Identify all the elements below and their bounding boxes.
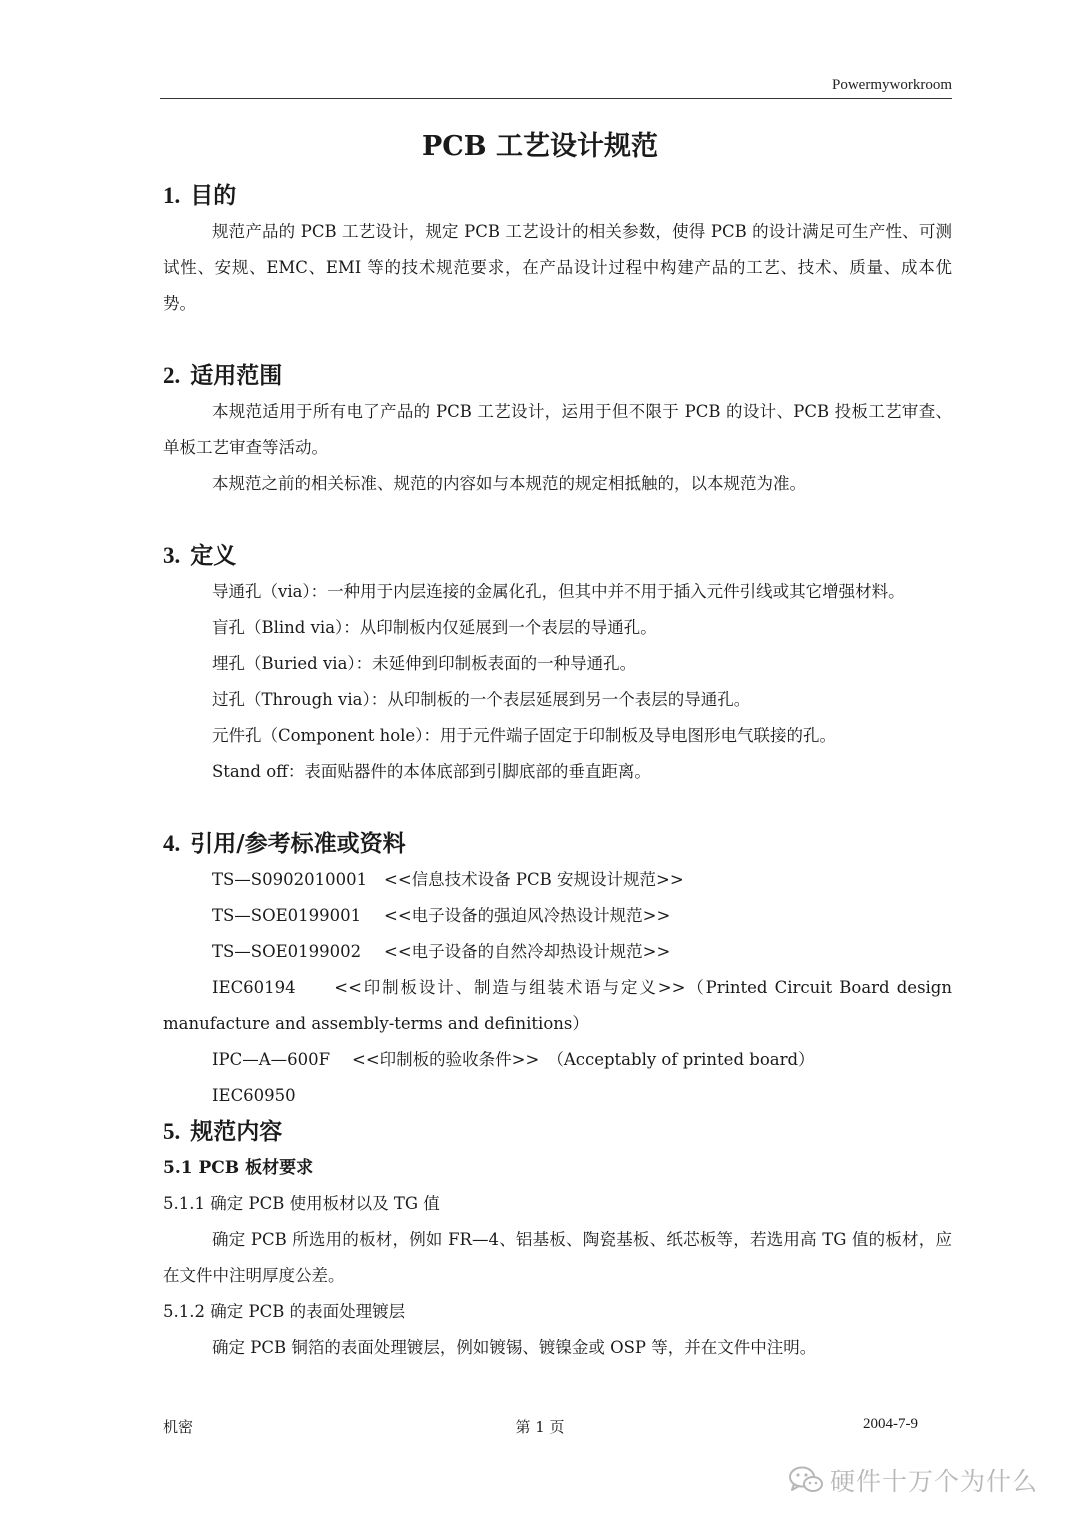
section-number: 2. <box>163 363 181 388</box>
section-number: 1. <box>163 183 181 208</box>
section-2-paragraph-2: 本规范之前的相关标准、规范的内容如与本规范的规定相抵触的，以本规范为准。 <box>212 474 806 493</box>
reference-name: <<信息技术设备 PCB 安规设计规范>> <box>384 870 684 889</box>
definition-item: 埋孔（Buried via）：未延伸到印制板表面的一种导通孔。 <box>212 654 637 673</box>
reference-code: IPC—A—600F <box>212 1050 331 1069</box>
section-title: 引用/参考标准或资料 <box>190 830 406 857</box>
reference-item <box>212 1042 952 1078</box>
watermark-text: 硬件十万个为什么 <box>830 1467 1039 1496</box>
section-1-paragraph: 规范产品的 PCB 工艺设计，规定 PCB 工艺设计的相关参数，使得 PCB 的设计满足可生产性、可测试性、安规、EMC、EMI 等的技术规范要求，在产品设计过程中构建产品的工艺、技术、质量、成本优势。 <box>163 222 952 313</box>
reference-name: <<电子设备的自然冷却热设计规范>> <box>384 942 671 961</box>
definition-item: 元件孔（Component hole）：用于元件端子固定于印制板及导电图形电气联接的孔。 <box>212 726 836 745</box>
reference-name: <<印制板的验收条件>> <box>352 1050 540 1069</box>
header-text: Powermyworkroom <box>832 77 952 93</box>
definition-item: 过孔（Through via）：从印制板的一个表层延展到另一个表层的导通孔。 <box>212 690 751 709</box>
definition-item: Stand off：表面贴器件的本体底部到引脚底部的垂直距离。 <box>212 762 651 781</box>
wechat-icon <box>788 1465 824 1495</box>
subsubsection-heading: 5.1.2 确定 PCB 的表面处理镀层 <box>163 1302 406 1321</box>
definition-item: 盲孔（Blind via）：从印制板内仅延展到一个表层的导通孔。 <box>212 618 657 637</box>
section-2-paragraph-1: 本规范适用于所有电了产品的 PCB 工艺设计，运用于但不限于 PCB 的设计、PCB 投板工艺审查、单板工艺审查等活动。 <box>163 402 952 457</box>
section-title: 定义 <box>190 542 237 569</box>
reference-item <box>212 862 952 898</box>
page-title: PCB 工艺设计规范 <box>421 131 658 162</box>
reference-code: TS—SOE0199001 <box>212 906 362 925</box>
reference-note: （Acceptably of printed board） <box>547 1050 815 1069</box>
section-1-heading <box>163 178 952 214</box>
reference-item <box>212 898 952 934</box>
document-body <box>163 178 952 1366</box>
subsection-paragraph: 确定 PCB 所选用的板材，例如 FR—4、铝基板、陶瓷基板、纸芯板等，若选用高 TG 值的板材，应在文件中注明厚度公差。 <box>163 1230 952 1285</box>
section-2-heading <box>163 358 952 394</box>
subsection-paragraph: 确定 PCB 铜箔的表面处理镀层，例如镀锡、镀镍金或 OSP 等，并在文件中注明。 <box>212 1338 817 1357</box>
footer-confidential: 机密 <box>163 1418 194 1436</box>
section-4-heading <box>163 826 952 862</box>
section-title: 目的 <box>190 182 237 209</box>
reference-code: TS—SOE0199002 <box>212 942 362 961</box>
section-title: 适用范围 <box>190 362 283 389</box>
reference-item-iec60194: IEC60194 <<印制板设计、制造与组装术语与定义>>（Printed Circuit Board design manufacture and assembly-terms and definitions） <box>163 978 952 1033</box>
header-rule <box>160 98 952 99</box>
footer-page-number: 第 1 页 <box>515 1418 565 1436</box>
section-number: 4. <box>163 831 181 856</box>
subsection-heading: 5.1 PCB 板材要求 <box>163 1158 314 1178</box>
section-number: 5. <box>163 1119 181 1144</box>
section-title: 规范内容 <box>190 1118 283 1145</box>
watermark <box>788 1460 1038 1500</box>
reference-item: IEC60950 <box>212 1086 296 1105</box>
section-3-heading <box>163 538 952 574</box>
definition-item: 导通孔（via）：一种用于内层连接的金属化孔，但其中并不用于插入元件引线或其它增强材料。 <box>212 582 905 601</box>
reference-item <box>212 934 952 970</box>
section-number: 3. <box>163 543 181 568</box>
footer-date: 2004-7-9 <box>863 1416 918 1432</box>
reference-name: <<电子设备的强迫风冷热设计规范>> <box>384 906 671 925</box>
subsubsection-heading: 5.1.1 确定 PCB 使用板材以及 TG 值 <box>163 1194 440 1213</box>
reference-code: TS—S0902010001 <box>212 870 368 889</box>
section-5-heading <box>163 1114 952 1150</box>
